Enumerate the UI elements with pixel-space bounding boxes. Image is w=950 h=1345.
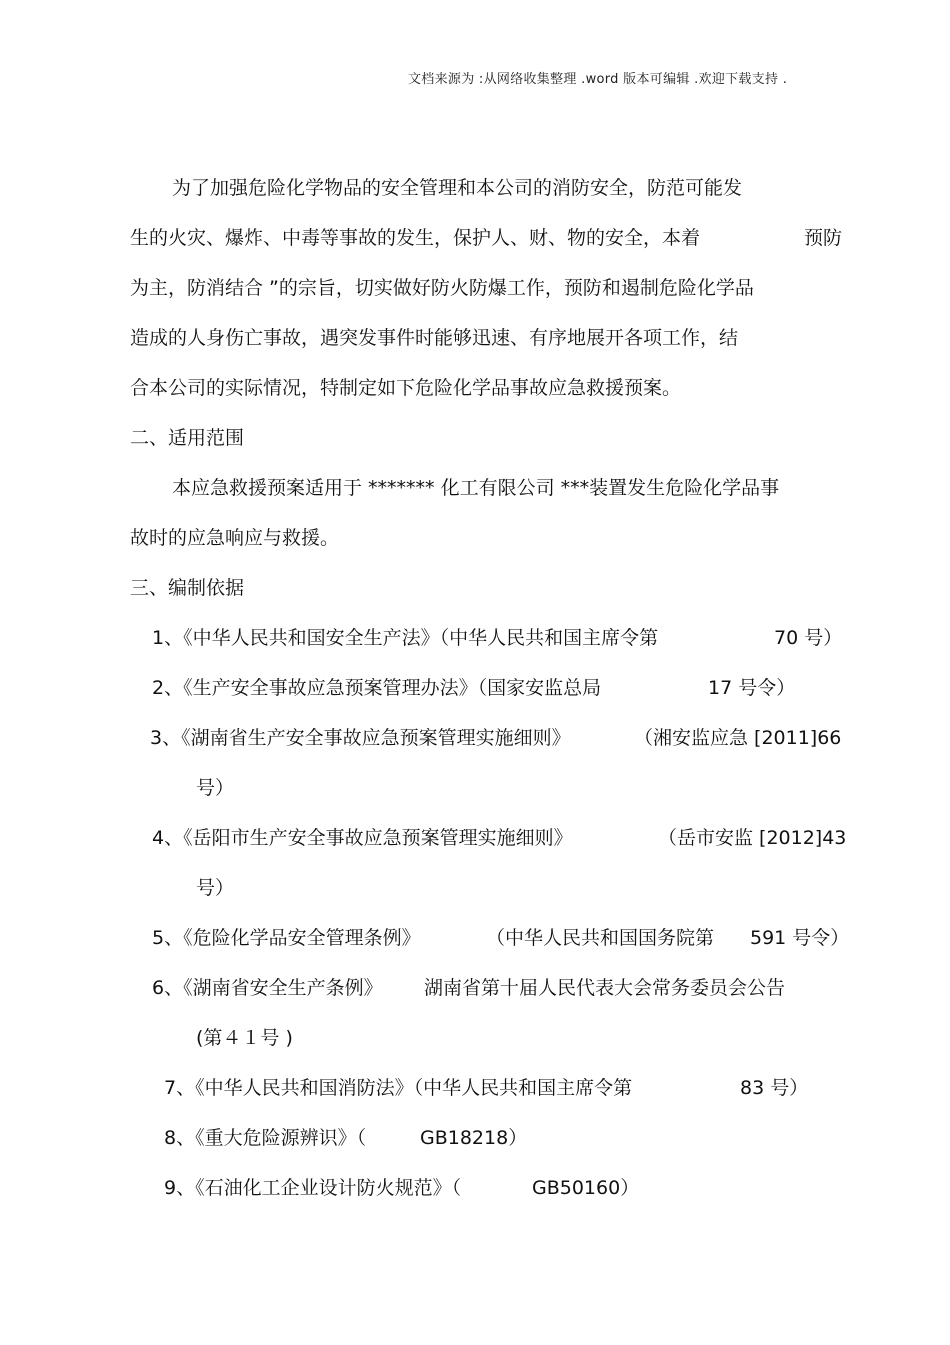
basis-item-9-number: GB50160）	[532, 1177, 640, 1199]
basis-item-4-number: （岳市安监 [2012]43	[658, 827, 847, 849]
scope-body-line-2: 故时的应急响应与救援。	[130, 527, 340, 549]
document-source-header: 文档来源为 :从网络收集整理 .word 版本可编辑 .欢迎下载支持 .	[408, 72, 788, 87]
basis-item-1-number: 70 号）	[774, 627, 843, 649]
basis-item-2: 2、《生产安全事故应急预案管理办法》（国家安监总局	[152, 677, 602, 699]
section-heading-scope: 二、适用范围	[130, 427, 245, 449]
basis-item-5: 5、《危险化学品安全管理条例》	[152, 927, 421, 949]
intro-line-5: 合本公司的实际情况，特制定如下危险化学品事故应急救援预案。	[130, 377, 682, 399]
basis-item-8: 8、《重大危险源辨识》（	[164, 1127, 367, 1149]
basis-item-3: 3、《湖南省生产安全事故应急预案管理实施细则》	[150, 727, 571, 749]
basis-item-2-number: 17 号令）	[708, 677, 796, 699]
basis-item-1: 1、《中华人民共和国安全生产法》（中华人民共和国主席令第	[152, 627, 659, 649]
basis-item-5-issuer: （中华人民共和国国务院第	[486, 927, 715, 949]
basis-item-9: 9、《石油化工企业设计防火规范》（	[164, 1177, 462, 1199]
basis-item-6: 6、《湖南省安全生产条例》	[152, 977, 383, 999]
intro-line-1: 为了加强危险化学物品的安全管理和本公司的消防安全，防范可能发	[172, 177, 743, 199]
basis-item-3-cont: 号）	[196, 777, 235, 799]
basis-item-6-cont: (第４１号 )	[196, 1027, 293, 1049]
basis-item-3-number: （湘安监应急 [2011]66	[634, 727, 842, 749]
basis-item-4-cont: 号）	[196, 877, 235, 899]
intro-line-3: 为主，防消结合 ”的宗旨，切实做好防火防爆工作，预防和遏制危险化学品	[130, 277, 754, 299]
intro-line-2: 生的火灾、爆炸、中毒等事故的发生，保护人、财、物的安全，本着	[130, 227, 701, 249]
intro-line-2-end: 预防	[804, 227, 843, 249]
basis-item-4: 4、《岳阳市生产安全事故应急预案管理实施细则》	[152, 827, 573, 849]
basis-item-5-number: 591 号令）	[750, 927, 850, 949]
basis-item-7: 7、《中华人民共和国消防法》（中华人民共和国主席令第	[164, 1077, 633, 1099]
basis-item-6-issuer: 湖南省第十届人民代表大会常务委员会公告	[424, 977, 786, 999]
basis-item-7-number: 83 号）	[740, 1077, 809, 1099]
scope-body-line-1: 本应急救援预案适用于 ******* 化工有限公司 ***装置发生危险化学品事	[172, 477, 780, 499]
intro-line-4: 造成的人身伤亡事故，遇突发事件时能够迅速、有序地展开各项工作，结	[130, 327, 739, 349]
basis-item-8-number: GB18218）	[420, 1127, 528, 1149]
section-heading-basis: 三、编制依据	[130, 577, 245, 599]
